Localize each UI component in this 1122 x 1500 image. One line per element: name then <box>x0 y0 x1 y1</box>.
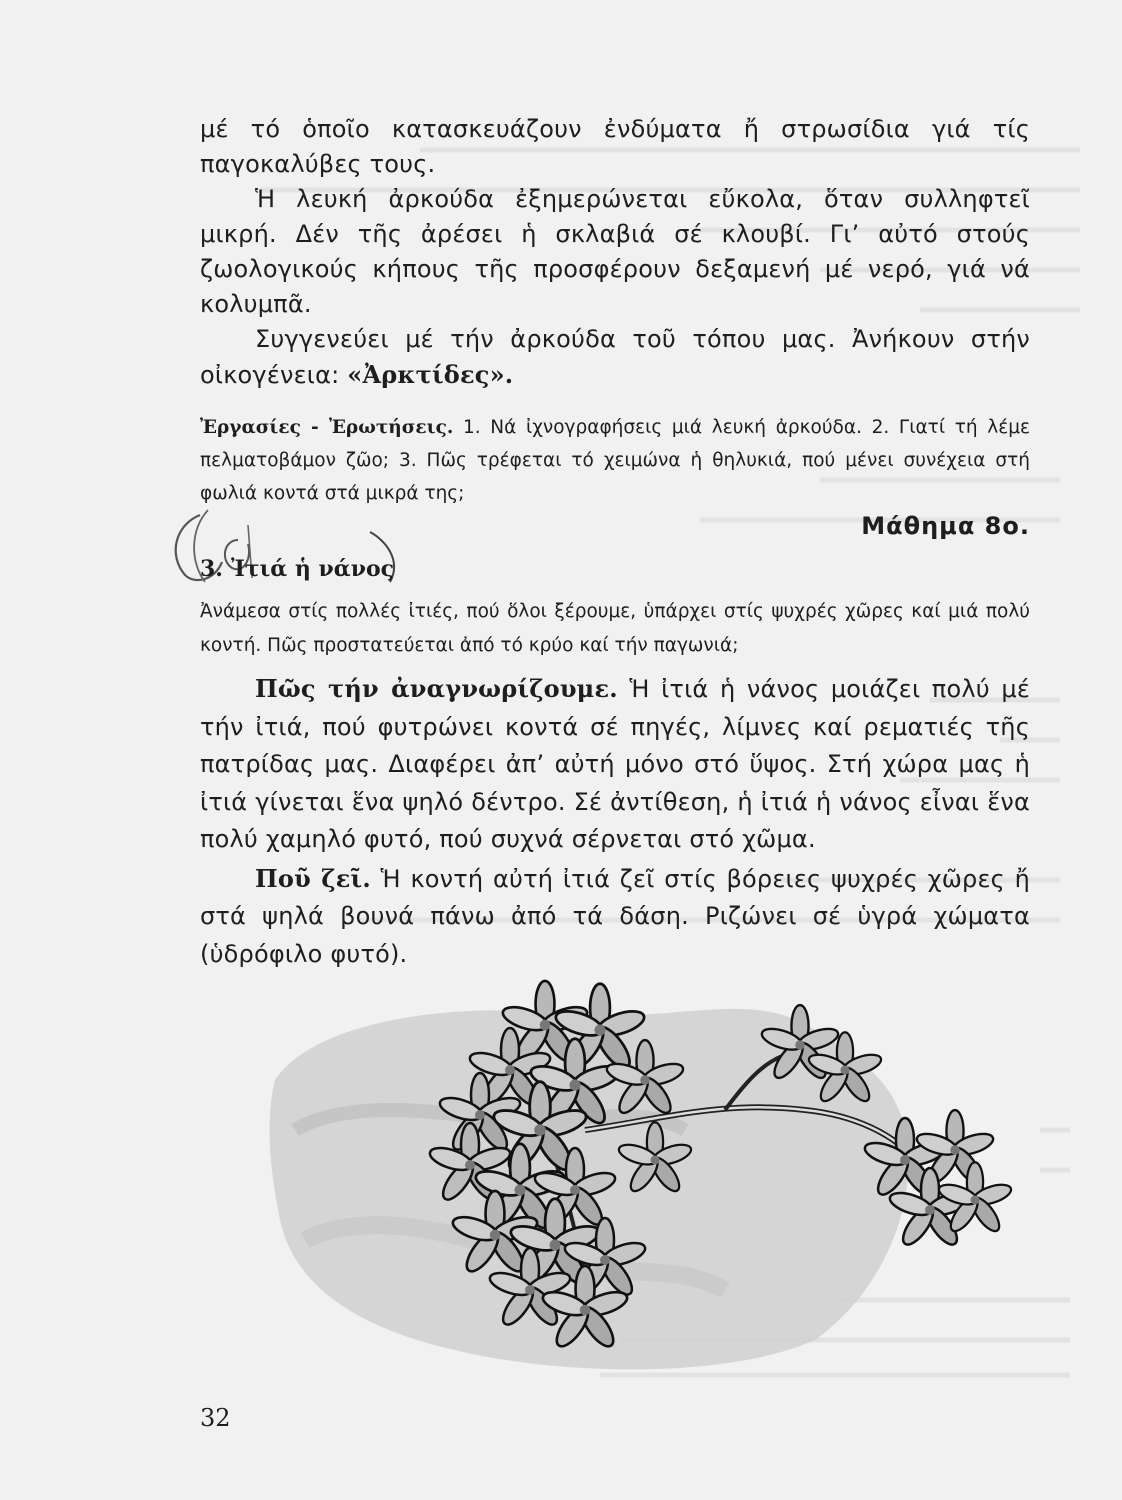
lesson-label: Μάθημα 8ο. <box>861 512 1030 540</box>
section-number: 3. <box>200 556 223 582</box>
section-body <box>200 670 1030 973</box>
exercises-title: Ἐργασίες - Ἐρωτήσεις. <box>200 417 454 438</box>
recognize-text: Ἡ ἰτιά ἡ νάνος μοιάζει πολύ μέ τήν ἰτιά, πού φυτρώνει κοντά σέ πηγές, λίμνες καί ρεματιές τῆς πατρίδας μας. Διαφέρει ἀπ’ αὐτή μόνο στό ὕψος. Στή χώρα μας ἡ ἰτιά γίνεται ἕνα ψηλό δέντρο. Σέ ἀντίθεση, ἡ ἰτιά ἡ νάνος εἶναι ἕνα πολύ χαμηλό φυτό, πού συχνά σέρνεται στό χῶμα. <box>200 675 1030 853</box>
paragraph-family <box>200 322 1030 393</box>
paragraph-continued: μέ τό ὁποῖο κατασκευάζουν ἐνδύματα ἤ στρωσίδια γιά τίς παγοκαλύβες τους. <box>200 115 1030 178</box>
section-heading <box>200 556 394 582</box>
recognize-title: Πῶς τήν ἀναγνωρίζουμε. <box>255 674 618 703</box>
section-intro: Ἀνάμεσα στίς πολλές ἰτιές, πού ὅλοι ξέρουμε, ὑπάρχει στίς ψυχρές χῶρες καί μιά πολύ κοντή. Πῶς προστατεύεται ἀπό τό κρύο καί τήν παγωνιά; <box>200 601 1030 656</box>
paragraph-recognize <box>200 670 1030 859</box>
family-name: «Ἀρκτίδες». <box>347 360 514 389</box>
dwarf-willow-illustration <box>255 960 1045 1380</box>
exercises-block <box>200 411 1030 510</box>
top-text-block <box>200 112 1030 529</box>
paragraph-habitat <box>200 860 1030 974</box>
exercises-text: 1. Νά ἰχνογραφήσεις μιά λευκή ἀρκούδα. 2. Γιατί τή λέμε πελματοβάμον ζῶο; 3. Πῶς τρέφεται τό χειμώνα ἡ θηλυκιά, πού μένει συνέχεια στή φωλιά κοντά στά μικρά της; <box>200 417 1030 504</box>
habitat-text: Ἡ κοντή αὐτή ἰτιά ζεῖ στίς βόρειες ψυχρές χῶρες ἤ στά ψηλά βουνά πάνω ἀπό τά δάση. Ριζώνει σέ ὑγρά χώματα (ὑδρόφιλο φυτό). <box>200 864 1030 968</box>
habitat-title: Ποῦ ζεῖ. <box>255 863 371 893</box>
paragraph-domestication: Ἡ λευκή ἀρκούδα ἐξημερώνεται εὔκολα, ὅταν συλληφτεῖ μικρή. Δέν τῆς ἀρέσει ἡ σκλαβιά σέ κλουβί. Γι’ αὐτό στούς ζωολογικούς κήπους τῆς προσφέρουν δεξαμενή μέ νερό, γιά νά κολυμπᾶ. <box>200 185 1030 318</box>
family-text: Συγγενεύει μέ τήν ἀρκούδα τοῦ τόπου μας. Ἀνήκουν στήν οἰκογένεια: <box>200 325 1030 389</box>
page-number: 32 <box>200 1404 231 1432</box>
section-title: Ἰτιά ἡ νάνος <box>230 556 395 582</box>
